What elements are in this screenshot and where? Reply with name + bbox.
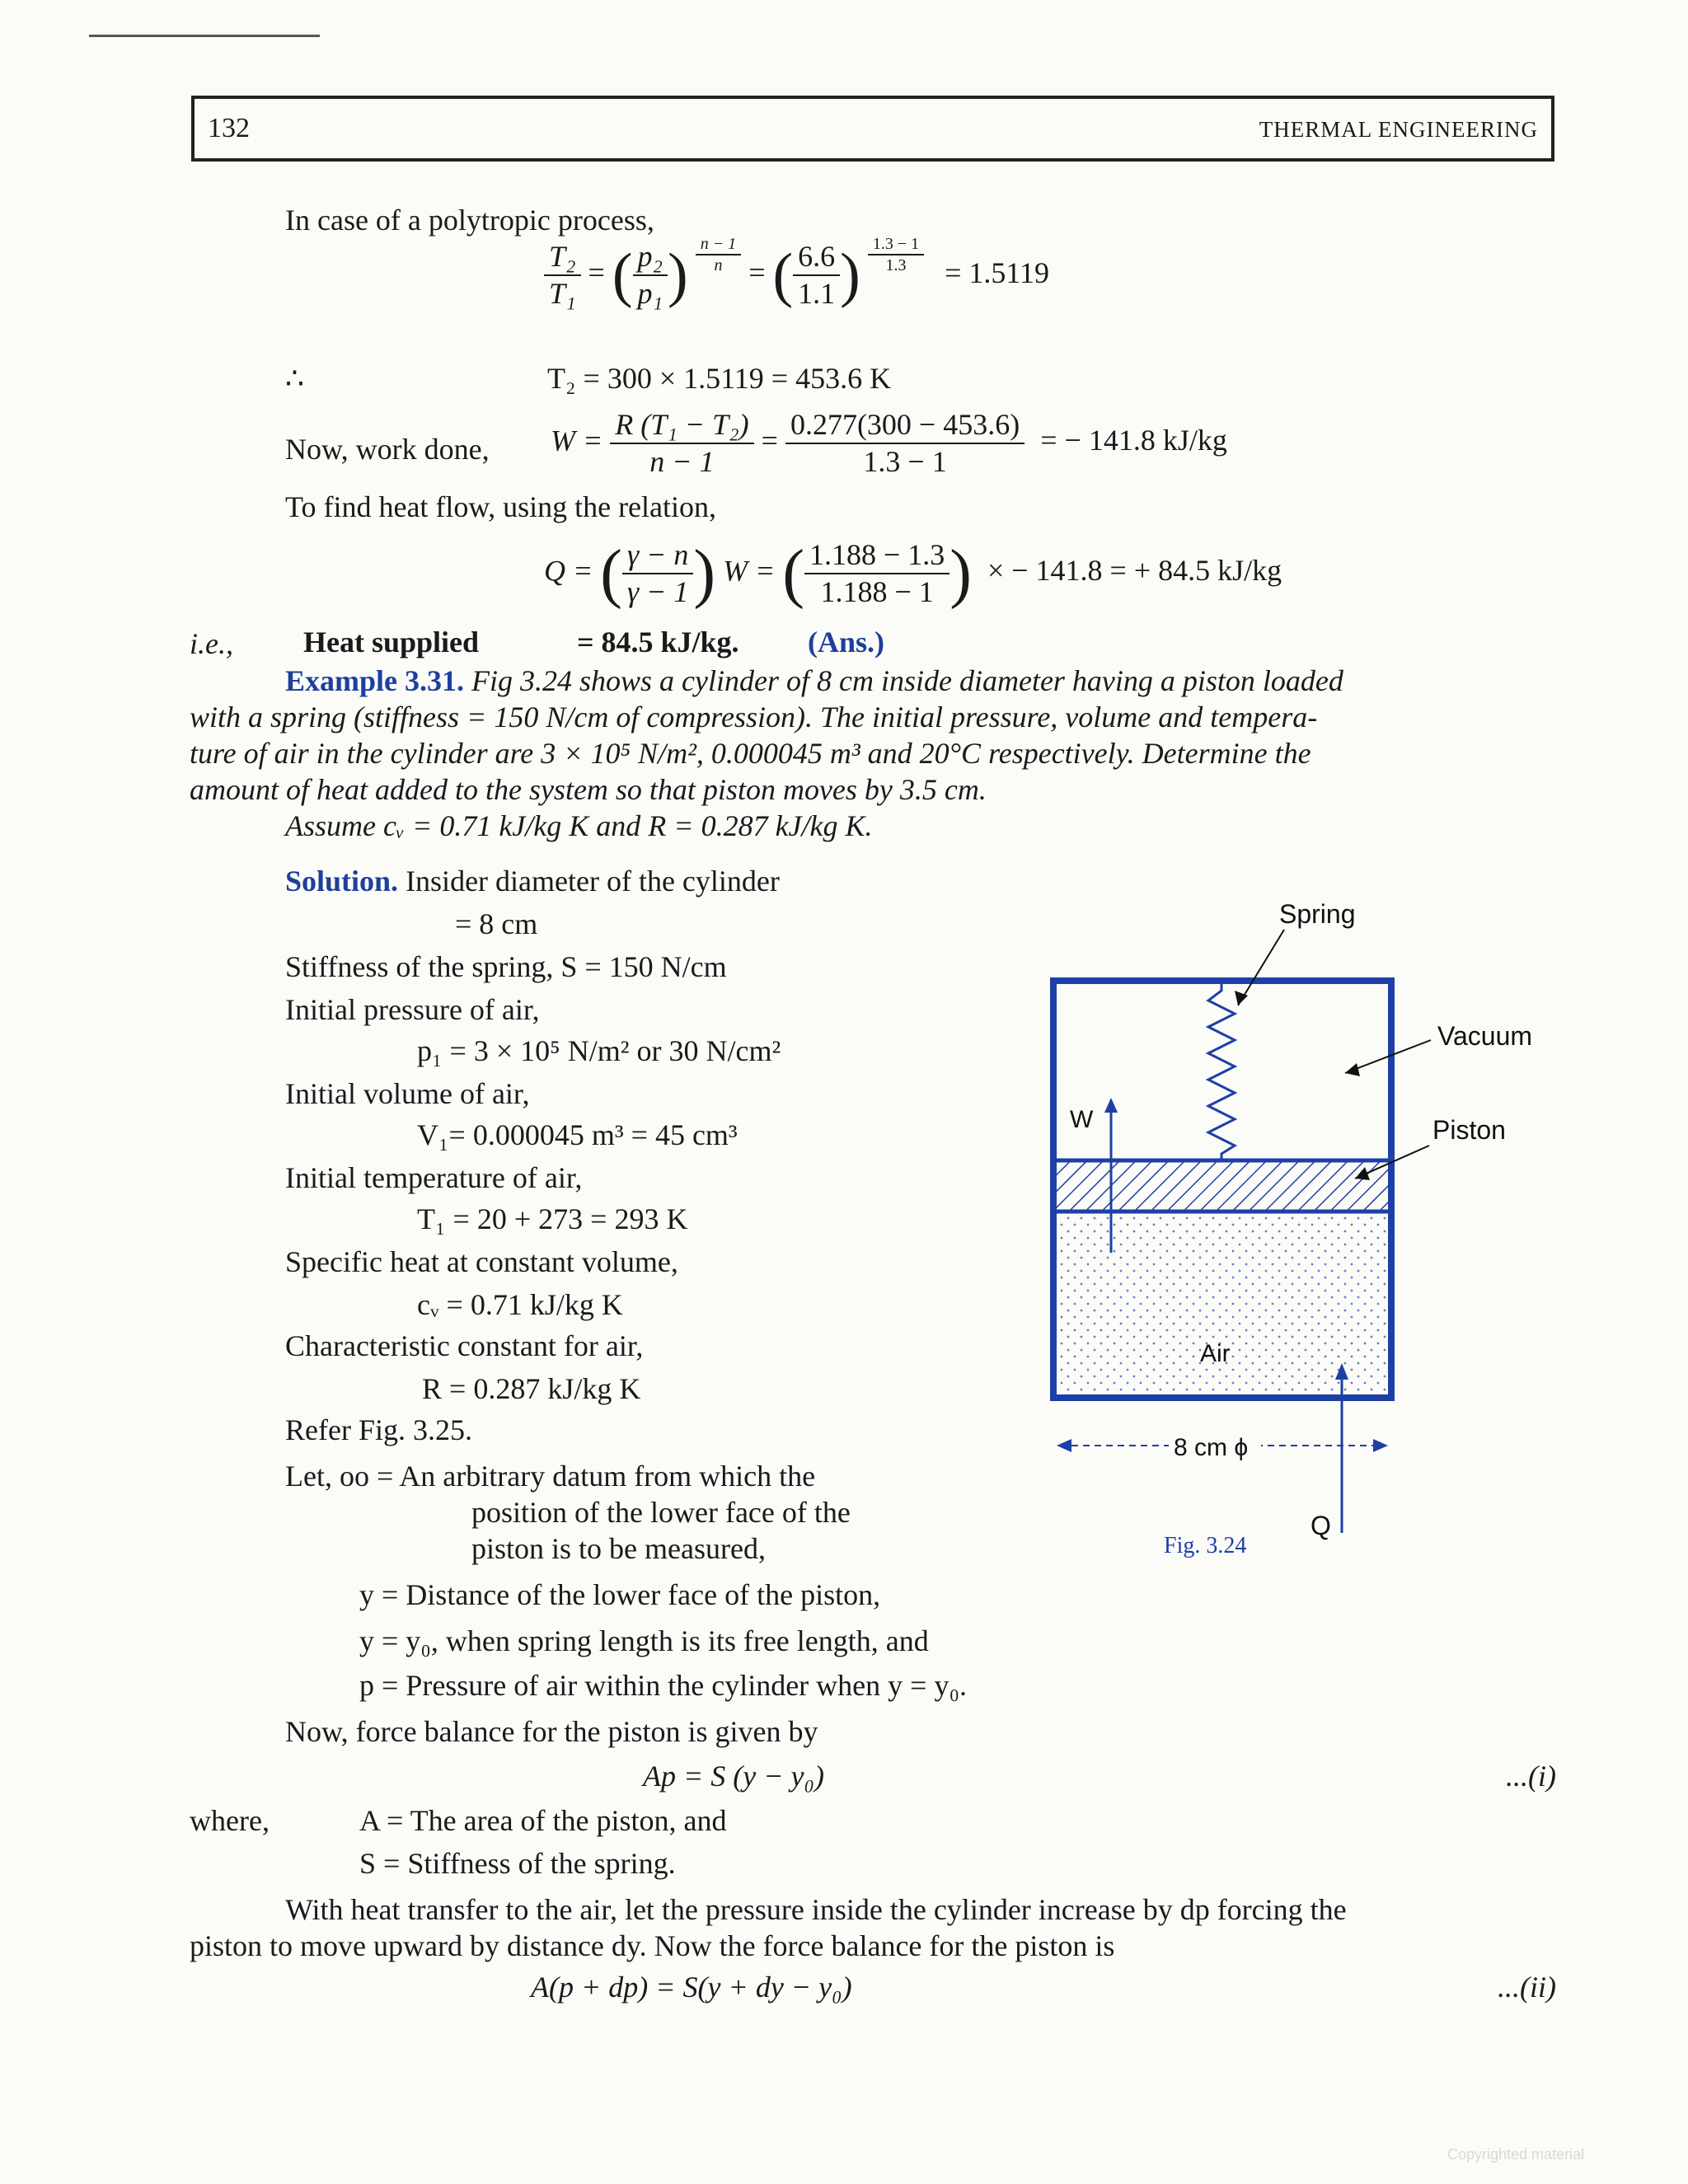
equation-heat: Q = ( $\frac{\gamma - n}{\gamma - 1}$ ) W = ( $\frac{1.188 - 1.3}{1.188 - 1}$ ) × − 141.8 = + 84.5 kJ/kg bbox=[544, 537, 1282, 610]
frac-num: 0.277(300 − 453.6) bbox=[785, 407, 1025, 444]
paragraph-line-2: piston to move upward by distance dy. Now the force balance for the piston is bbox=[190, 1929, 1115, 1962]
exp-num: 1.3 − 1 bbox=[868, 234, 924, 255]
work-label: Now, work done, bbox=[285, 433, 490, 466]
ie-label: i.e., bbox=[190, 627, 233, 660]
frac-den: 1.3 − 1 bbox=[863, 445, 947, 479]
exp-num: n − 1 bbox=[696, 234, 742, 255]
frac-num: T₂ bbox=[544, 239, 581, 276]
piston bbox=[1053, 1160, 1391, 1212]
solution-line-21: Now, force balance for the piston is given by bbox=[285, 1715, 818, 1748]
solution-line-19: y = y₀, when spring length is its free length, and bbox=[359, 1624, 929, 1657]
equation-i: Ap = S (y − y₀) bbox=[643, 1760, 825, 1793]
solution-line-3: Stiffness of the spring, S = 150 N/cm bbox=[285, 950, 727, 983]
frac-den: γ − 1 bbox=[626, 575, 689, 608]
solution-line-15: Let, oo = An arbitrary datum from which the bbox=[285, 1460, 816, 1493]
work-result: = − 141.8 kJ/kg bbox=[1040, 424, 1227, 457]
q-symbol: Q = bbox=[544, 554, 593, 588]
example-line-4: amount of heat added to the system so that piston moves by 3.5 cm. bbox=[190, 773, 987, 806]
vacuum-label: Vacuum bbox=[1437, 1021, 1533, 1051]
figure-cylinder bbox=[1039, 898, 1566, 1591]
solution-line-20: p = Pressure of air within the cylinder when y = y₀. bbox=[359, 1669, 967, 1702]
dimension-label: 8 cm ϕ bbox=[1174, 1434, 1249, 1461]
running-title: THERMAL ENGINEERING bbox=[1259, 117, 1538, 142]
figure-caption: Fig. 3.24 bbox=[1164, 1533, 1247, 1558]
solution-line-14: Refer Fig. 3.25. bbox=[285, 1413, 472, 1446]
solution-line-2: = 8 cm bbox=[455, 907, 538, 940]
solution-line-16: position of the lower face of the bbox=[471, 1496, 851, 1529]
solution-line-6: Initial volume of air, bbox=[285, 1077, 530, 1110]
where-line-2: S = Stiffness of the spring. bbox=[359, 1847, 676, 1880]
answer-tag: (Ans.) bbox=[808, 626, 885, 658]
solution-line-18: y = Distance of the lower face of the piston, bbox=[359, 1578, 881, 1611]
piston-label: Piston bbox=[1432, 1115, 1506, 1145]
spring-label: Spring bbox=[1279, 899, 1356, 929]
solution-line-13: R = 0.287 kJ/kg K bbox=[422, 1372, 641, 1405]
therefore-symbol: ∴ bbox=[285, 362, 304, 395]
where-line-1: A = The area of the piston, and bbox=[359, 1804, 727, 1837]
frac-den: 1.188 − 1 bbox=[820, 575, 934, 608]
equation-temperature-ratio: $\frac{\text{T₂}}{\text{T₁}}$ = ( $\frac{\text{p₂}}{\text{p₁}}$ ) $\frac{n - 1}{n}$ = ( $\frac{6.6}{1.1}$ ) $\frac{1.3 - 1}{1.3}$ = 1.5119 bbox=[544, 239, 1049, 312]
solution-line-17: piston is to be measured, bbox=[471, 1532, 766, 1565]
solution-line-11: cᵥ = 0.71 kJ/kg K bbox=[417, 1288, 623, 1321]
where-label: where, bbox=[190, 1804, 270, 1837]
w-symbol: W = bbox=[723, 554, 776, 588]
solution-line-8: Initial temperature of air, bbox=[285, 1161, 583, 1194]
frac-num: 1.188 − 1.3 bbox=[804, 537, 950, 574]
equation-work: W = $\frac{\text{R (T₁ − T₂)}}{n - 1}$ = $\frac{0.277(300 - 453.6)}{1.3 - 1}$ = − 141.8 kJ/kg bbox=[551, 407, 1227, 480]
w-symbol: W = bbox=[551, 424, 603, 457]
example-line-2: with a spring (stiffness = 150 N/cm of compression). The initial pressure, volume and tempera- bbox=[190, 701, 1318, 733]
frac-den: T₁ bbox=[549, 277, 576, 311]
vacuum-arrowhead bbox=[1345, 1063, 1360, 1076]
equation-ii-tag: ...(ii) bbox=[1498, 1971, 1556, 2004]
solution-line-5: p₁ = 3 × 10⁵ N/m² or 30 N/cm² bbox=[417, 1034, 781, 1067]
solution-line-1 bbox=[285, 864, 780, 899]
dimension-arrow-right bbox=[1373, 1439, 1388, 1452]
frac-den: 1.1 bbox=[798, 277, 836, 311]
watermark: Copyrighted material bbox=[1447, 2146, 1585, 2163]
exp-den: n bbox=[714, 256, 723, 274]
heatflow-intro: To find heat flow, using the relation, bbox=[285, 490, 717, 523]
solution-line-10: Specific heat at constant volume, bbox=[285, 1245, 678, 1278]
air-label: Air bbox=[1200, 1340, 1231, 1367]
w-label: W bbox=[1070, 1106, 1094, 1133]
heat-supplied-label: Heat supplied bbox=[303, 626, 480, 658]
example-label: Example 3.31. bbox=[285, 664, 465, 697]
frac-num: γ − n bbox=[622, 537, 693, 574]
frac-den: n − 1 bbox=[649, 445, 715, 479]
page-number: 132 bbox=[208, 113, 250, 143]
frac-num: p₂ bbox=[633, 239, 668, 276]
solution-line-12: Characteristic constant for air, bbox=[285, 1329, 644, 1362]
top-rule bbox=[89, 35, 320, 37]
q-label: Q bbox=[1311, 1511, 1331, 1540]
example-line-1: Fig 3.24 shows a cylinder of 8 cm inside diameter having a piston loaded bbox=[471, 664, 1343, 697]
solution-line-9: T₁ = 20 + 273 = 293 K bbox=[417, 1202, 688, 1235]
heat-supplied-value: = 84.5 kJ/kg. bbox=[577, 626, 739, 658]
solution-line-7: V₁= 0.000045 m³ = 45 cm³ bbox=[417, 1118, 738, 1151]
q-result: × − 141.8 = + 84.5 kJ/kg bbox=[987, 554, 1282, 588]
frac-num: 6.6 bbox=[793, 239, 840, 276]
example-line-5: Assume cᵥ = 0.71 kJ/kg K and R = 0.287 kJ/kg K. bbox=[285, 809, 873, 842]
frac-num: R (T₁ − T₂) bbox=[610, 407, 753, 444]
solution-line-4: Initial pressure of air, bbox=[285, 993, 540, 1026]
exp-den: 1.3 bbox=[885, 256, 907, 274]
equation-ii: A(p + dp) = S(y + dy − y₀) bbox=[531, 1971, 852, 2004]
spring bbox=[1208, 984, 1235, 1160]
intro-text: In case of a polytropic process, bbox=[285, 204, 654, 237]
equation-t2: T₂ = 300 × 1.5119 = 453.6 K bbox=[547, 362, 892, 395]
solution-text: Insider diameter of the cylinder bbox=[406, 865, 780, 898]
paragraph-line-1: With heat transfer to the air, let the pressure inside the cylinder increase by dp forcing the bbox=[285, 1893, 1347, 1926]
solution-label: Solution. bbox=[285, 865, 399, 898]
dimension-arrow-left bbox=[1057, 1439, 1071, 1452]
example-block bbox=[190, 663, 1554, 844]
equation-i-tag: ...(i) bbox=[1506, 1760, 1556, 1793]
spring-leader-line bbox=[1238, 930, 1284, 1005]
frac-den: p₁ bbox=[637, 277, 663, 311]
eq1-result: = 1.5119 bbox=[945, 255, 1050, 289]
example-line-3: ture of air in the cylinder are 3 × 10⁵ N/m², 0.000045 m³ and 20°C respectively. Determine the bbox=[190, 737, 1311, 770]
w-arrowhead bbox=[1104, 1098, 1118, 1113]
